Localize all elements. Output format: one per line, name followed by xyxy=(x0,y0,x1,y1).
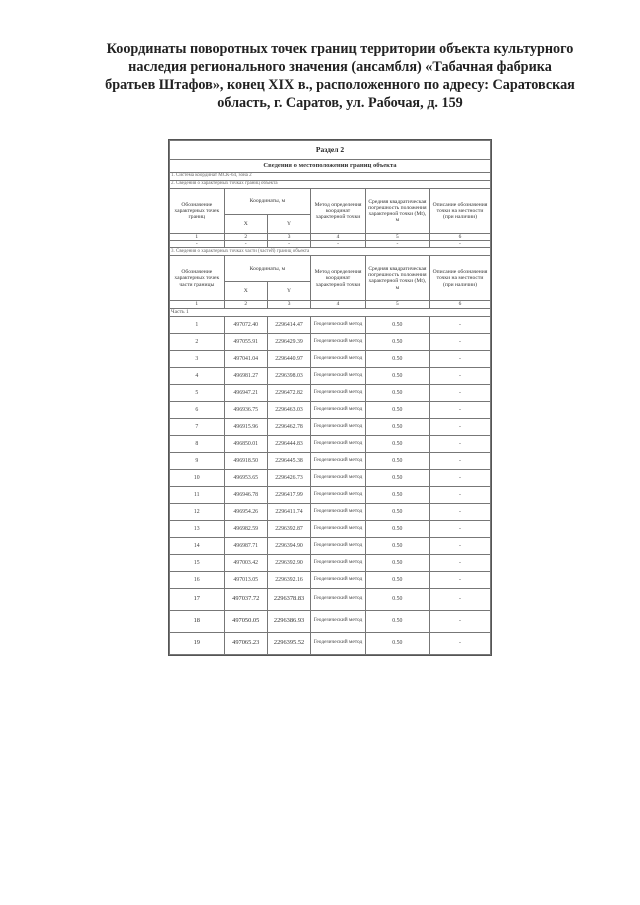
accuracy-cell: 0.50 xyxy=(365,554,429,571)
accuracy-cell: 0.50 xyxy=(365,520,429,537)
x-coordinate-cell: 497055.91 xyxy=(224,333,267,350)
coordinates-sheet xyxy=(168,139,492,656)
point-number-cell: 11 xyxy=(170,486,225,503)
x-coordinate-cell: 496936.75 xyxy=(224,401,267,418)
col-number: 1 xyxy=(170,234,225,241)
y-coordinate-cell: 2296472.82 xyxy=(267,384,310,401)
method-cell: Геодезический метод xyxy=(311,632,366,654)
table-row xyxy=(170,554,491,571)
table-row xyxy=(170,367,491,384)
accuracy-cell: 0.50 xyxy=(365,316,429,333)
table-row xyxy=(170,384,491,401)
description-cell: - xyxy=(429,384,490,401)
method-cell: Геодезический метод xyxy=(311,537,366,554)
y-coordinate-cell: 2296411.74 xyxy=(267,503,310,520)
y-coordinate-cell: 2296462.78 xyxy=(267,418,310,435)
y-coordinate-cell: 2296444.83 xyxy=(267,435,310,452)
point-number-cell: 15 xyxy=(170,554,225,571)
x-coordinate-cell: 496954.26 xyxy=(224,503,267,520)
accuracy-cell: 0.50 xyxy=(365,435,429,452)
method-cell: Геодезический метод xyxy=(311,333,366,350)
accuracy-cell: 0.50 xyxy=(365,537,429,554)
table-row xyxy=(170,452,491,469)
point-number-cell: 10 xyxy=(170,469,225,486)
table-row xyxy=(170,350,491,367)
point-number-cell: 6 xyxy=(170,401,225,418)
point-number-cell: 17 xyxy=(170,588,225,610)
header-coords: Координаты, м xyxy=(224,189,311,215)
point-number-cell: 13 xyxy=(170,520,225,537)
col-number: 3 xyxy=(267,301,310,308)
header-method: Метод определения координат характерной точки xyxy=(311,189,366,234)
description-cell: - xyxy=(429,350,490,367)
description-cell: - xyxy=(429,469,490,486)
method-cell: Геодезический метод xyxy=(311,469,366,486)
table-row xyxy=(170,520,491,537)
section-subtitle: Сведения о местоположении границ объекта xyxy=(170,160,491,173)
point-number-cell: 18 xyxy=(170,610,225,632)
empty-mark: - xyxy=(311,241,366,248)
col-number: 6 xyxy=(429,301,490,308)
table-row xyxy=(170,435,491,452)
title-line: наследия регионального значения (ансамбля) «Табачная фабрика xyxy=(128,59,552,75)
x-coordinate-cell: 497013.05 xyxy=(224,571,267,588)
table-row xyxy=(170,469,491,486)
empty-mark: - xyxy=(224,241,267,248)
accuracy-cell: 0.50 xyxy=(365,486,429,503)
accuracy-cell: 0.50 xyxy=(365,632,429,654)
y-coordinate-cell: 2296463.03 xyxy=(267,401,310,418)
method-cell: Геодезический метод xyxy=(311,350,366,367)
point-number-cell: 2 xyxy=(170,333,225,350)
method-cell: Геодезический метод xyxy=(311,384,366,401)
accuracy-cell: 0.50 xyxy=(365,401,429,418)
x-coordinate-cell: 496850.01 xyxy=(224,435,267,452)
coordinates-table xyxy=(169,140,491,655)
table-row xyxy=(170,610,491,632)
method-cell: Геодезический метод xyxy=(311,367,366,384)
x-coordinate-cell: 496987.71 xyxy=(224,537,267,554)
accuracy-cell: 0.50 xyxy=(365,469,429,486)
x-coordinate-cell: 496947.21 xyxy=(224,384,267,401)
method-cell: Геодезический метод xyxy=(311,610,366,632)
header-point-name: Обозначение характерных точек границ xyxy=(170,189,225,234)
description-cell: - xyxy=(429,316,490,333)
accuracy-cell: 0.50 xyxy=(365,384,429,401)
header-description: Описание обозначения точки на местности (при наличии) xyxy=(429,256,490,301)
header-x: X xyxy=(224,282,267,301)
y-coordinate-cell: 2296429.39 xyxy=(267,333,310,350)
y-coordinate-cell: 2296394.90 xyxy=(267,537,310,554)
description-cell: - xyxy=(429,333,490,350)
col-number: 2 xyxy=(224,301,267,308)
part-label: Часть 1 xyxy=(170,308,491,316)
x-coordinate-cell: 496953.65 xyxy=(224,469,267,486)
table-row xyxy=(170,418,491,435)
title-line: область, г. Саратов, ул. Рабочая, д. 159 xyxy=(217,95,463,111)
document-title xyxy=(70,40,610,112)
col-number: 3 xyxy=(267,234,310,241)
y-coordinate-cell: 2296392.16 xyxy=(267,571,310,588)
y-coordinate-cell: 2296445.38 xyxy=(267,452,310,469)
point-number-cell: 3 xyxy=(170,350,225,367)
description-cell: - xyxy=(429,554,490,571)
y-coordinate-cell: 2296440.97 xyxy=(267,350,310,367)
y-coordinate-cell: 2296386.93 xyxy=(267,610,310,632)
description-cell: - xyxy=(429,632,490,654)
point-number-cell: 14 xyxy=(170,537,225,554)
point-number-cell: 16 xyxy=(170,571,225,588)
method-cell: Геодезический метод xyxy=(311,588,366,610)
description-cell: - xyxy=(429,401,490,418)
point-number-cell: 1 xyxy=(170,316,225,333)
accuracy-cell: 0.50 xyxy=(365,571,429,588)
header-accuracy: Средняя квадратическая погрешность положения характерной точки (Mt), м xyxy=(365,189,429,234)
x-coordinate-cell: 497037.72 xyxy=(224,588,267,610)
header-accuracy: Средняя квадратическая погрешность положения характерной точки (Mt), м xyxy=(365,256,429,301)
x-coordinate-cell: 497072.40 xyxy=(224,316,267,333)
description-cell: - xyxy=(429,537,490,554)
col-number: 4 xyxy=(311,301,366,308)
accuracy-cell: 0.50 xyxy=(365,588,429,610)
table-row xyxy=(170,503,491,520)
header-coords: Координаты, м xyxy=(224,256,311,282)
method-cell: Геодезический метод xyxy=(311,554,366,571)
table-row xyxy=(170,316,491,333)
x-coordinate-cell: 496982.59 xyxy=(224,520,267,537)
accuracy-cell: 0.50 xyxy=(365,503,429,520)
col-number: 4 xyxy=(311,234,366,241)
method-cell: Геодезический метод xyxy=(311,571,366,588)
method-cell: Геодезический метод xyxy=(311,452,366,469)
description-cell: - xyxy=(429,452,490,469)
x-coordinate-cell: 496946.78 xyxy=(224,486,267,503)
col-number: 6 xyxy=(429,234,490,241)
y-coordinate-cell: 2296426.73 xyxy=(267,469,310,486)
description-cell: - xyxy=(429,571,490,588)
point-number-cell: 12 xyxy=(170,503,225,520)
accuracy-cell: 0.50 xyxy=(365,333,429,350)
table-row xyxy=(170,333,491,350)
x-coordinate-cell: 497003.42 xyxy=(224,554,267,571)
y-coordinate-cell: 2296417.99 xyxy=(267,486,310,503)
accuracy-cell: 0.50 xyxy=(365,350,429,367)
header-y: Y xyxy=(267,215,310,234)
method-cell: Геодезический метод xyxy=(311,418,366,435)
header-x: X xyxy=(224,215,267,234)
table-row xyxy=(170,588,491,610)
description-cell: - xyxy=(429,435,490,452)
table-row xyxy=(170,486,491,503)
x-coordinate-cell: 497041.04 xyxy=(224,350,267,367)
col-number: 1 xyxy=(170,301,225,308)
y-coordinate-cell: 2296414.47 xyxy=(267,316,310,333)
accuracy-cell: 0.50 xyxy=(365,367,429,384)
accuracy-cell: 0.50 xyxy=(365,452,429,469)
method-cell: Геодезический метод xyxy=(311,435,366,452)
col-number: 5 xyxy=(365,301,429,308)
method-cell: Геодезический метод xyxy=(311,486,366,503)
description-cell: - xyxy=(429,367,490,384)
table-row xyxy=(170,537,491,554)
coordinate-system-note: 1. Система координат МСК-64, зона 2 xyxy=(170,173,491,181)
col-number: 2 xyxy=(224,234,267,241)
empty-mark: - xyxy=(365,241,429,248)
method-cell: Геодезический метод xyxy=(311,401,366,418)
section-title: Раздел 2 xyxy=(170,141,491,160)
empty-mark: - xyxy=(170,241,225,248)
point-number-cell: 7 xyxy=(170,418,225,435)
title-line: Координаты поворотных точек границ территории объекта культурного xyxy=(106,41,574,57)
block-3-note: 3. Сведения о характерных точках части (частей) границ объекта xyxy=(170,248,491,256)
description-cell: - xyxy=(429,588,490,610)
x-coordinate-cell: 496981.27 xyxy=(224,367,267,384)
block-2-note: 2. Сведения о характерных точках границ объекта xyxy=(170,181,491,189)
x-coordinate-cell: 497065.23 xyxy=(224,632,267,654)
point-number-cell: 4 xyxy=(170,367,225,384)
empty-mark: - xyxy=(429,241,490,248)
point-number-cell: 9 xyxy=(170,452,225,469)
accuracy-cell: 0.50 xyxy=(365,418,429,435)
header-y: Y xyxy=(267,282,310,301)
y-coordinate-cell: 2296392.87 xyxy=(267,520,310,537)
description-cell: - xyxy=(429,610,490,632)
table-row xyxy=(170,401,491,418)
y-coordinate-cell: 2296378.83 xyxy=(267,588,310,610)
header-description: Описание обозначения точки на местности (при наличии) xyxy=(429,189,490,234)
x-coordinate-cell: 496918.50 xyxy=(224,452,267,469)
method-cell: Геодезический метод xyxy=(311,520,366,537)
method-cell: Геодезический метод xyxy=(311,316,366,333)
y-coordinate-cell: 2296395.52 xyxy=(267,632,310,654)
point-number-cell: 5 xyxy=(170,384,225,401)
x-coordinate-cell: 497050.05 xyxy=(224,610,267,632)
description-cell: - xyxy=(429,520,490,537)
description-cell: - xyxy=(429,486,490,503)
description-cell: - xyxy=(429,418,490,435)
y-coordinate-cell: 2296392.90 xyxy=(267,554,310,571)
point-number-cell: 19 xyxy=(170,632,225,654)
point-number-cell: 8 xyxy=(170,435,225,452)
method-cell: Геодезический метод xyxy=(311,503,366,520)
table-row xyxy=(170,571,491,588)
table-row xyxy=(170,632,491,654)
header-point-name-part: Обозначение характерных точек части границы xyxy=(170,256,225,301)
y-coordinate-cell: 2296398.03 xyxy=(267,367,310,384)
accuracy-cell: 0.50 xyxy=(365,610,429,632)
description-cell: - xyxy=(429,503,490,520)
col-number: 5 xyxy=(365,234,429,241)
empty-mark: - xyxy=(267,241,310,248)
title-line: братьев Штафов», конец XIX в., расположенного по адресу: Саратовская xyxy=(105,77,575,93)
header-method: Метод определения координат характерной точки xyxy=(311,256,366,301)
x-coordinate-cell: 496915.96 xyxy=(224,418,267,435)
